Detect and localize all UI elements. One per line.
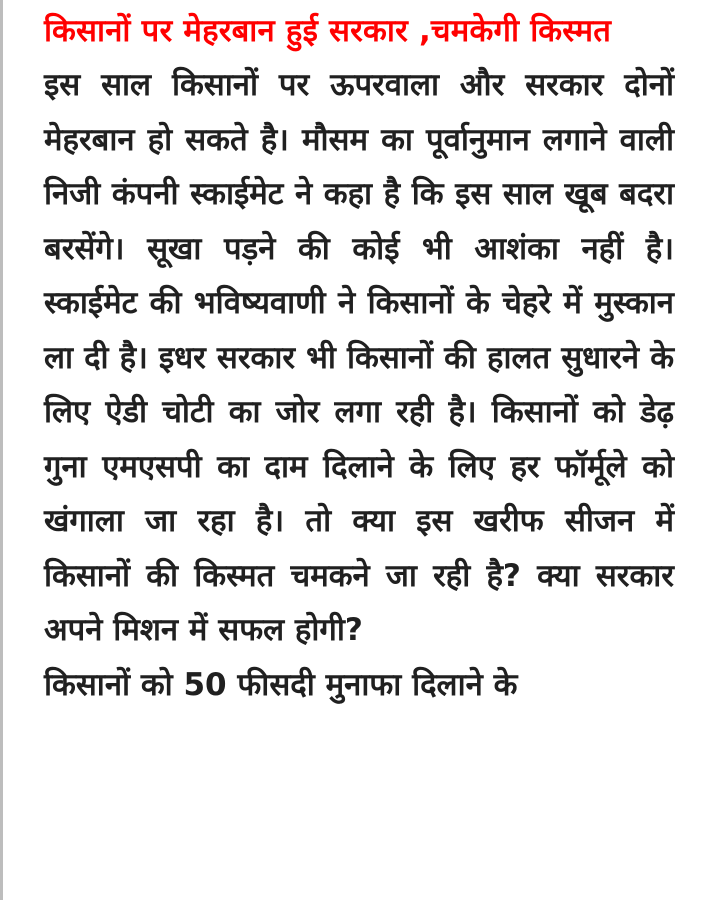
news-article [44,4,674,712]
article-body-continuation: किसानों को 50 फीसदी मुनाफा दिलाने के [44,666,518,703]
article-headline: किसानों पर मेहरबान हुई सरकार ,चमकेगी किस्मत [44,13,612,49]
article-body-paragraph: इस साल किसानों पर ऊपरवाला और सरकार दोनों मेहरबान हो सकते है। मौसम का पूर्वानुमान लगाने वाली निजी कंपनी स्काईमेट ने कहा है कि इस साल खूब बदरा बरसेंगे। सूखा पड़ने की कोई भी आशंका नहीं है। स्काईमेट की भविष्यवाणी ने किसानों के चेहरे में मुस्कान ला दी है। इधर सरकार भी किसानों की हालत सुधारने के लिए ऐडी चोटी का जोर लगा रही है। किसानों को डेढ़ गुना एमएसपी का दाम दिलाने के लिए हर फॉर्मूले को खंगाला जा रहा है। तो क्या इस खरीफ सीजन में किसानों की किस्मत चमकने जा रही है? क्या सरकार अपने मिशन में सफल होगी? [44,67,674,648]
page-left-border [0,0,3,900]
